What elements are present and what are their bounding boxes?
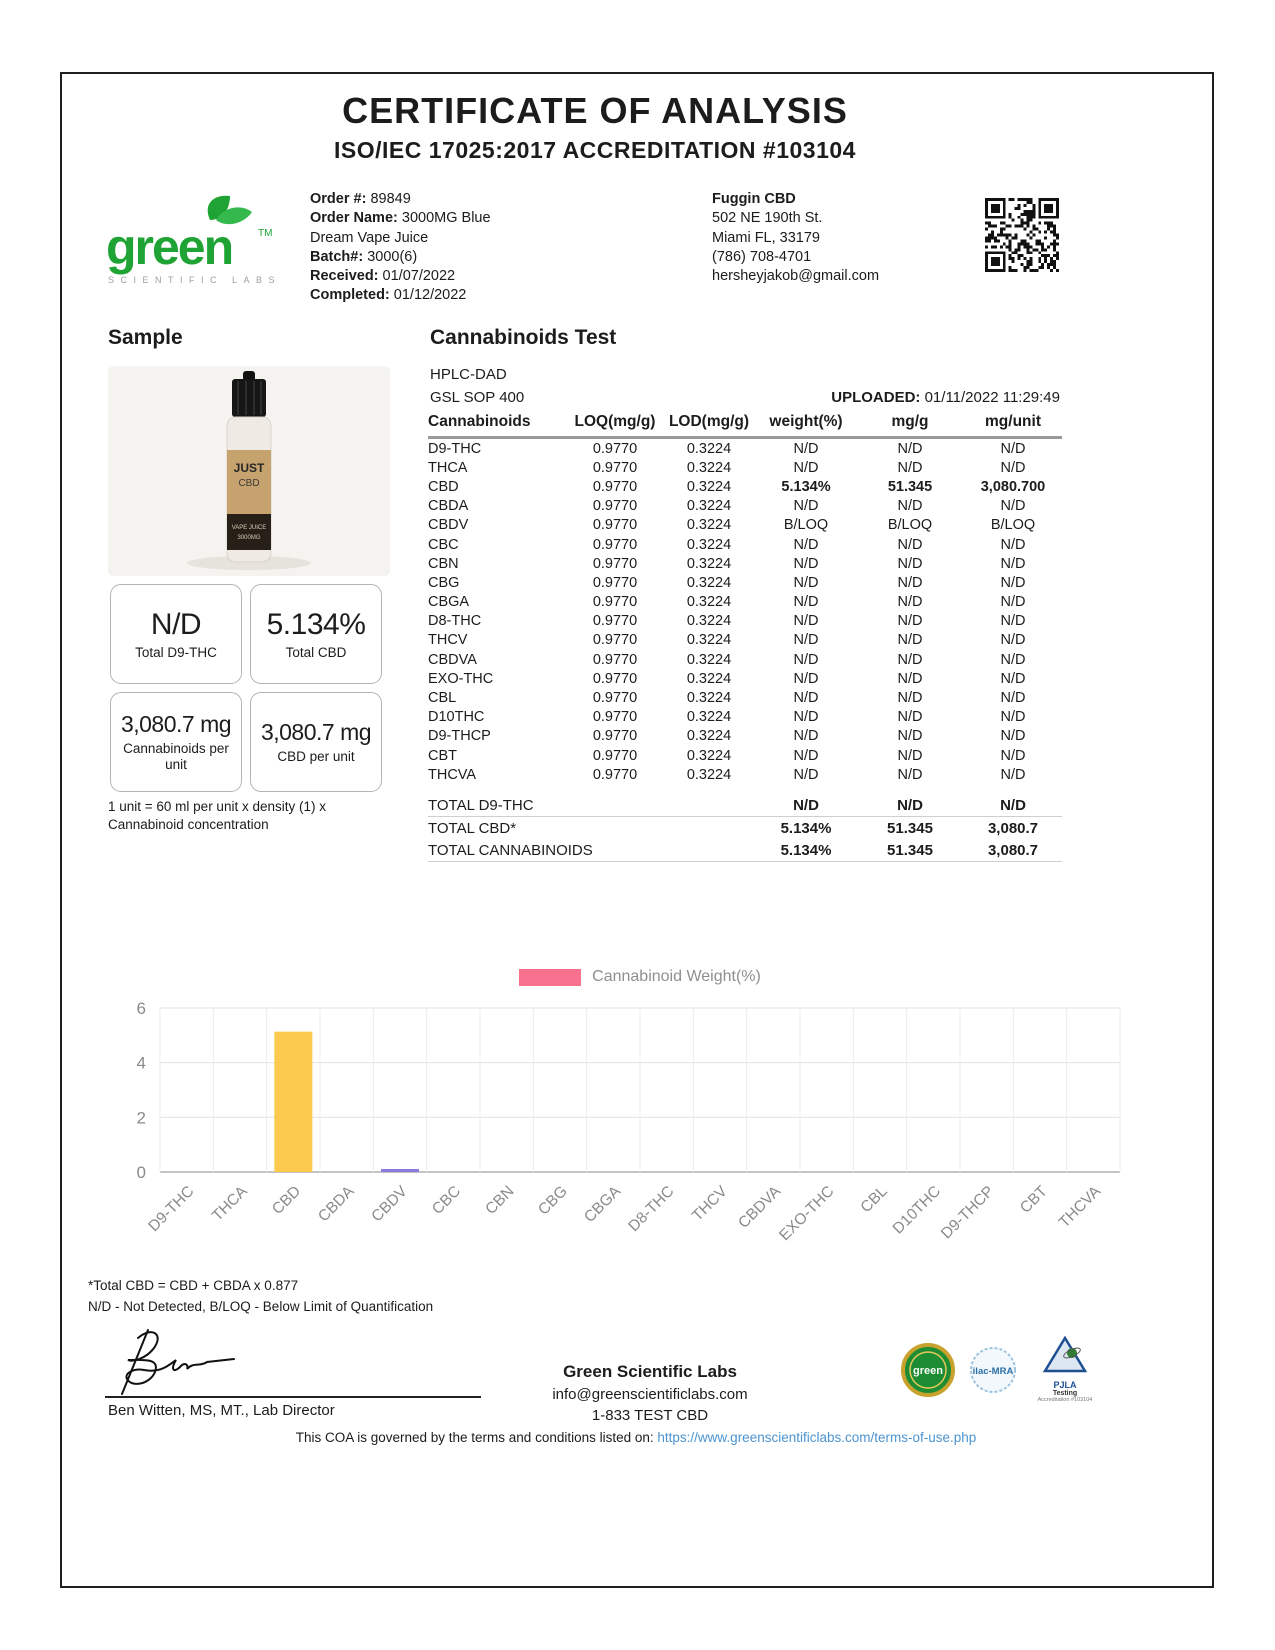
table-row [428, 727, 1062, 746]
table-cell: N/D [897, 747, 923, 764]
product-photo [108, 366, 390, 576]
table-cell: N/D [793, 440, 819, 457]
totals-value: N/D [756, 794, 856, 817]
table-row [428, 477, 1062, 496]
bar-CBD [274, 1032, 312, 1172]
table-cell: 0.3224 [686, 613, 732, 630]
table-cell: N/D [1000, 728, 1026, 745]
table-cell: 0.3224 [686, 478, 732, 495]
table-cell: N/D [897, 709, 923, 726]
table-cell: N/D [1000, 690, 1026, 707]
svg-text:SCIENTIFIC LABS: SCIENTIFIC LABS [108, 275, 282, 285]
table-cell: 0.3224 [686, 766, 732, 783]
table-cell: 51.345 [887, 478, 933, 495]
table-cell: N/D [1000, 498, 1026, 515]
table-cell: 0.3224 [686, 632, 732, 649]
green-seal-icon [900, 1342, 956, 1398]
bottle-label-line1: JUST [233, 461, 265, 475]
y-tick-label: 4 [136, 1053, 146, 1073]
spacer-row [428, 784, 1062, 794]
table-cell: N/D [793, 766, 819, 783]
table-cell: 0.3224 [686, 517, 732, 534]
table-cell: CBDV [428, 517, 469, 534]
table-cell: N/D [1000, 670, 1026, 687]
uploaded-label: UPLOADED: [831, 389, 921, 406]
totals-row [428, 794, 1062, 817]
table-row [428, 516, 1062, 535]
x-tick-label: D9-THC [145, 1182, 198, 1236]
table-cell: 0.9770 [592, 651, 638, 668]
col-header-loq: LOQ(mg/g) [568, 413, 662, 438]
x-tick-label: CBDA [315, 1182, 358, 1226]
table-cell: CBGA [428, 594, 470, 611]
x-tick-label: CBGA [581, 1182, 625, 1226]
footer-lab-name: Green Scientific Labs [563, 1362, 737, 1381]
table-cell: CBT [428, 747, 457, 764]
table-cell: N/D [793, 670, 819, 687]
table-cell: THCVA [428, 766, 477, 783]
document-header [70, 90, 1120, 164]
table-cell: N/D [1000, 555, 1026, 572]
order-name-label: Order Name: [310, 210, 398, 227]
x-tick-label: CBL [857, 1182, 891, 1217]
table-cell: B/LOQ [783, 517, 829, 534]
table-cell: 0.9770 [592, 613, 638, 630]
table-cell: 0.9770 [592, 440, 638, 457]
totals-body [428, 784, 1062, 862]
svg-text:green: green [106, 219, 233, 275]
table-cell: 0.3224 [686, 459, 732, 476]
totals-label: TOTAL D9-THC [428, 794, 568, 817]
table-cell: 0.3224 [686, 594, 732, 611]
table-cell: N/D [897, 459, 923, 476]
client-email: hersheyjakob@gmail.com [712, 268, 880, 285]
table-cell: 0.9770 [592, 594, 638, 611]
x-tick-label: THCV [688, 1182, 731, 1225]
pjla-sub: Testing [1052, 1390, 1078, 1397]
totals-row [428, 817, 1062, 840]
x-tick-label: CBC [428, 1182, 465, 1218]
col-header-cannabinoids: Cannabinoids [428, 413, 568, 438]
table-cell: D9-THC [428, 440, 482, 457]
table-cell: N/D [793, 651, 819, 668]
svg-text:green: green [913, 1364, 943, 1377]
qr-code [985, 198, 1059, 272]
stat-box-total-cbd [250, 584, 382, 684]
accreditation-badges [900, 1336, 1115, 1403]
x-tick-label: CBDV [368, 1182, 411, 1226]
totals-value: N/D [856, 794, 964, 817]
client-address-line2: Miami FL, 33179 [712, 229, 820, 246]
batch-label: Batch#: [310, 248, 364, 265]
table-cell: N/D [1000, 459, 1026, 476]
y-tick-label: 2 [136, 1108, 146, 1128]
sample-heading: Sample [108, 326, 183, 349]
footnote-abbreviations: N/D - Not Detected, B/LOQ - Below Limit of Quantification [88, 1298, 434, 1314]
table-cell: N/D [1000, 747, 1026, 764]
table-cell: 3,080.700 [980, 478, 1046, 495]
x-tick-label: D8-THC [625, 1182, 678, 1236]
table-cell: 0.9770 [592, 709, 638, 726]
table-cell: 0.9770 [592, 555, 638, 572]
totals-row [428, 839, 1062, 862]
green-scientific-labs-logo [98, 190, 293, 294]
table-cell: N/D [897, 536, 923, 553]
x-tick-label: EXO-THC [776, 1182, 838, 1245]
legend-swatch [519, 969, 581, 986]
signature-line [105, 1396, 481, 1398]
table-cell: D10THC [428, 709, 485, 726]
order-info [310, 190, 505, 306]
table-cell: 0.9770 [592, 747, 638, 764]
table-cell: N/D [1000, 632, 1026, 649]
table-cell: CBDA [428, 498, 469, 515]
table-cell: N/D [793, 747, 819, 764]
table-cell: N/D [897, 670, 923, 687]
totals-value [568, 817, 662, 840]
terms-statement [62, 1430, 1210, 1445]
table-cell: N/D [1000, 651, 1026, 668]
table-cell: N/D [793, 574, 819, 591]
bar-CBDV [381, 1169, 419, 1172]
table-row [428, 458, 1062, 477]
table-cell: CBDVA [428, 651, 477, 668]
table-cell: N/D [897, 766, 923, 783]
totals-label: TOTAL CANNABINOIDS [428, 839, 568, 862]
table-cell: N/D [1000, 766, 1026, 783]
table-cell: 0.3224 [686, 440, 732, 457]
test-sop: GSL SOP 400 [430, 389, 525, 406]
table-cell: N/D [897, 498, 923, 515]
table-cell: D9-THCP [428, 728, 491, 745]
table-row [428, 746, 1062, 765]
uploaded-timestamp [700, 389, 1060, 406]
table-cell: 0.9770 [592, 498, 638, 515]
table-cell: 0.9770 [592, 459, 638, 476]
pjla-triangle-icon [1043, 1336, 1087, 1374]
cannabinoids-table [428, 413, 1062, 862]
table-cell: 0.9770 [592, 670, 638, 687]
totals-value [662, 817, 756, 840]
stat-label: CBD per unit [277, 749, 355, 765]
table-row [428, 650, 1062, 669]
table-cell: N/D [897, 651, 923, 668]
vape-bottle-image [108, 366, 390, 576]
table-cell: N/D [793, 613, 819, 630]
table-cell: 0.3224 [686, 728, 732, 745]
table-cell: N/D [897, 728, 923, 745]
table-cell: N/D [1000, 440, 1026, 457]
batch-value: 3000(6) [367, 248, 418, 265]
table-row [428, 593, 1062, 612]
table-cell: N/D [1000, 709, 1026, 726]
totals-value: 3,080.7 [987, 819, 1039, 837]
completed-label: Completed: [310, 287, 390, 304]
table-cell: N/D [793, 690, 819, 707]
x-tick-label: CBG [535, 1182, 571, 1219]
table-row [428, 631, 1062, 650]
table-cell: 0.9770 [592, 478, 638, 495]
pjla-badge [1030, 1336, 1100, 1403]
table-cell: N/D [793, 555, 819, 572]
table-row [428, 497, 1062, 516]
table-cell: N/D [897, 574, 923, 591]
received-value: 01/07/2022 [382, 268, 456, 285]
table-cell: 0.3224 [686, 747, 732, 764]
table-cell: CBL [428, 690, 457, 707]
table-cell: N/D [793, 594, 819, 611]
bottle-label-line4: 3000MG [237, 535, 261, 541]
footnotes [88, 1276, 433, 1318]
table-cell: N/D [1000, 594, 1026, 611]
terms-link[interactable]: https://www.greenscientificlabs.com/terms-of-use.php [657, 1430, 977, 1445]
x-tick-label: THCVA [1055, 1182, 1105, 1232]
table-cell: 0.3224 [686, 536, 732, 553]
x-tick-label: CBDVA [735, 1182, 785, 1232]
table-cell: CBG [428, 574, 460, 591]
received-label: Received: [310, 268, 379, 285]
bottle-label-line2: CBD [238, 478, 260, 489]
stat-value: 3,080.7 mg [260, 719, 372, 746]
table-row [428, 573, 1062, 592]
x-tick-label: D10THC [889, 1182, 945, 1238]
table-cell: THCV [428, 632, 468, 649]
table-cell: THCA [428, 459, 468, 476]
stat-box-cbd-per-unit [250, 692, 382, 792]
totals-value: 51.345 [856, 839, 964, 862]
table-cell: N/D [897, 555, 923, 572]
client-address-line1: 502 NE 190th St. [712, 210, 823, 227]
stat-value: 5.134% [266, 607, 366, 641]
table-cell: N/D [897, 440, 923, 457]
table-cell: 0.3224 [686, 651, 732, 668]
table-cell: 0.9770 [592, 690, 638, 707]
stat-value: 3,080.7 mg [120, 711, 232, 738]
table-cell: CBC [428, 536, 459, 553]
stat-value: N/D [150, 607, 202, 641]
cannabinoid-table-body [428, 438, 1062, 785]
table-cell: 0.9770 [592, 574, 638, 591]
table-cell: 0.9770 [592, 766, 638, 783]
pjla-accreditation-number: Accreditation #103104 [1037, 1397, 1093, 1403]
bottle-label-line3: VAPE JUICE [231, 525, 267, 531]
completed-value: 01/12/2022 [393, 287, 467, 304]
col-header-weight: weight(%) [756, 413, 856, 438]
stat-box-total-d9-thc [110, 584, 242, 684]
terms-text: This COA is governed by the terms and conditions listed on: [295, 1430, 654, 1445]
pjla-name: PJLA [1053, 1380, 1077, 1390]
unit-definition-note: 1 unit = 60 ml per unit x density (1) x Cannabinoid concentration [108, 799, 326, 833]
client-info [712, 190, 952, 286]
table-row [428, 554, 1062, 573]
totals-label: TOTAL CBD* [428, 819, 517, 837]
table-row [428, 612, 1062, 631]
client-phone: (786) 708-4701 [712, 248, 812, 265]
table-cell: CBN [428, 555, 459, 572]
cannabinoid-weight-bar-chart [85, 990, 1155, 1290]
table-cell: N/D [793, 709, 819, 726]
table-cell: 0.3224 [686, 670, 732, 687]
totals-value [568, 794, 662, 817]
col-header-mgunit: mg/unit [964, 413, 1062, 438]
chart-legend [400, 968, 880, 986]
totals-value: 3,080.7 [964, 839, 1062, 862]
table-cell: D8-THC [428, 613, 482, 630]
totals-value: 5.134% [780, 819, 832, 837]
col-header-mgg: mg/g [856, 413, 964, 438]
table-cell: N/D [793, 498, 819, 515]
table-row [428, 765, 1062, 784]
stat-label: Total CBD [285, 644, 347, 660]
table-cell: 0.3224 [686, 574, 732, 591]
y-tick-label: 6 [136, 999, 146, 1018]
lab-contact-block [505, 1360, 795, 1426]
table-header-row [428, 413, 1062, 438]
footer-phone: 1-833 TEST CBD [591, 1406, 709, 1424]
table-cell: B/LOQ [887, 517, 933, 534]
x-tick-label: CBN [482, 1182, 518, 1218]
table-row [428, 669, 1062, 688]
col-header-lod: LOD(mg/g) [662, 413, 756, 438]
y-tick-label: 0 [136, 1163, 146, 1182]
client-name: Fuggin CBD [712, 191, 796, 207]
footnote-total-cbd: *Total CBD = CBD + CBDA x 0.877 [88, 1278, 299, 1293]
table-cell: EXO-THC [428, 670, 494, 687]
x-tick-label: D9-THCP [937, 1182, 998, 1243]
order-name-value: 3000MG Blue Dream Vape Juice [310, 210, 491, 246]
totals-value: 5.134% [756, 839, 856, 862]
table-cell: N/D [1000, 536, 1026, 553]
svg-text:TM: TM [258, 228, 273, 239]
totals-value: 51.345 [887, 819, 933, 837]
table-cell: CBD [428, 478, 459, 495]
table-row [428, 535, 1062, 554]
order-number-value: 89849 [370, 191, 411, 207]
table-cell: N/D [793, 632, 819, 649]
table-cell: N/D [897, 613, 923, 630]
table-cell: 0.9770 [592, 728, 638, 745]
totals-value [662, 839, 756, 862]
svg-text:ilac-MRA: ilac-MRA [972, 1365, 1014, 1377]
totals-value: N/D [964, 794, 1062, 817]
table-cell: N/D [897, 594, 923, 611]
table-cell: N/D [793, 728, 819, 745]
table-row [428, 438, 1062, 459]
signer-name: Ben Witten, MS, MT., Lab Director [108, 1402, 335, 1419]
table-cell: 0.3224 [686, 498, 732, 515]
footer-email: info@greenscientificlabs.com [552, 1385, 748, 1403]
table-cell: 0.3224 [686, 555, 732, 572]
order-number-label: Order #: [310, 191, 367, 207]
legend-label: Cannabinoid Weight(%) [592, 968, 761, 985]
signature-scribble [108, 1326, 288, 1398]
x-tick-label: THCA [208, 1182, 251, 1225]
table-cell: N/D [897, 632, 923, 649]
ilac-mra-icon [968, 1345, 1018, 1395]
cannabinoids-test-heading: Cannabinoids Test [430, 326, 617, 349]
table-cell: N/D [793, 459, 819, 476]
x-tick-label: CBT [1016, 1182, 1051, 1217]
table-cell: 0.9770 [592, 536, 638, 553]
table-cell: 0.9770 [592, 517, 638, 534]
stat-box-cannabinoids-per-unit [110, 692, 242, 792]
table-cell: N/D [1000, 574, 1026, 591]
table-cell: 0.3224 [686, 709, 732, 726]
table-cell: N/D [897, 690, 923, 707]
totals-value [662, 794, 756, 817]
table-cell: B/LOQ [990, 517, 1036, 534]
table-cell: 0.3224 [686, 690, 732, 707]
table-cell: 0.9770 [592, 632, 638, 649]
page-title: CERTIFICATE OF ANALYSIS [342, 90, 848, 131]
uploaded-value: 01/11/2022 11:29:49 [924, 389, 1060, 406]
stat-label: Total D9-THC [135, 644, 217, 660]
stat-label: Cannabinoids per unit [123, 741, 229, 772]
table-cell: 5.134% [781, 478, 831, 495]
table-row [428, 688, 1062, 707]
table-row [428, 708, 1062, 727]
x-tick-label: CBD [268, 1182, 305, 1218]
table-cell: N/D [1000, 613, 1026, 630]
test-method: HPLC-DAD [430, 366, 507, 383]
accreditation-subtitle: ISO/IEC 17025:2017 ACCREDITATION #103104 [334, 137, 856, 163]
table-cell: N/D [793, 536, 819, 553]
